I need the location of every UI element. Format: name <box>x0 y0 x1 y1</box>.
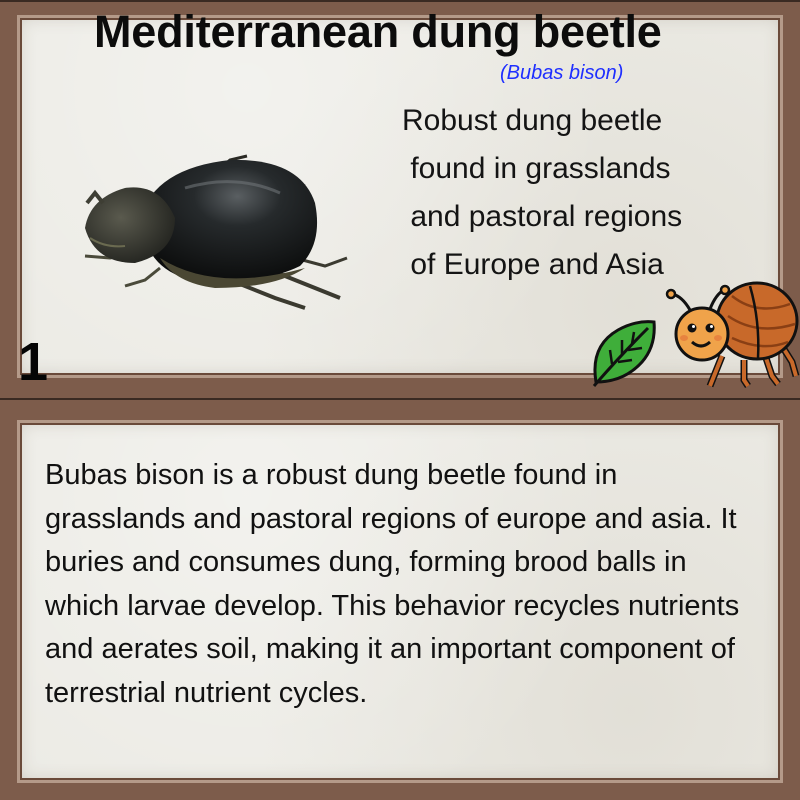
leaf-icon <box>588 316 658 388</box>
short-description <box>402 97 772 289</box>
long-description: Bubas bison is a robust dung beetle found in grasslands and pastoral regions of europe and asia. It buries and consumes dung, forming brood balls in which larvae develop. This behavior recycles nutrients and aerates soil, making it an important component of terrestrial nutrient cycles. <box>45 459 740 709</box>
short-description-line: Robust dung beetle <box>402 104 663 137</box>
short-description-line: and pastoral regions <box>402 200 683 233</box>
cartoon-beetle-icon <box>662 276 800 388</box>
short-description-line: of Europe and Asia <box>402 248 664 281</box>
card-title: Mediterranean dung beetle <box>94 6 662 57</box>
beetle-photo <box>65 148 355 313</box>
card-top-edge <box>0 0 800 2</box>
card-number: 1 <box>18 332 49 392</box>
short-description-line: found in grasslands <box>402 152 671 185</box>
card-divider <box>0 398 800 400</box>
scientific-name: (Bubas bison) <box>500 62 624 84</box>
